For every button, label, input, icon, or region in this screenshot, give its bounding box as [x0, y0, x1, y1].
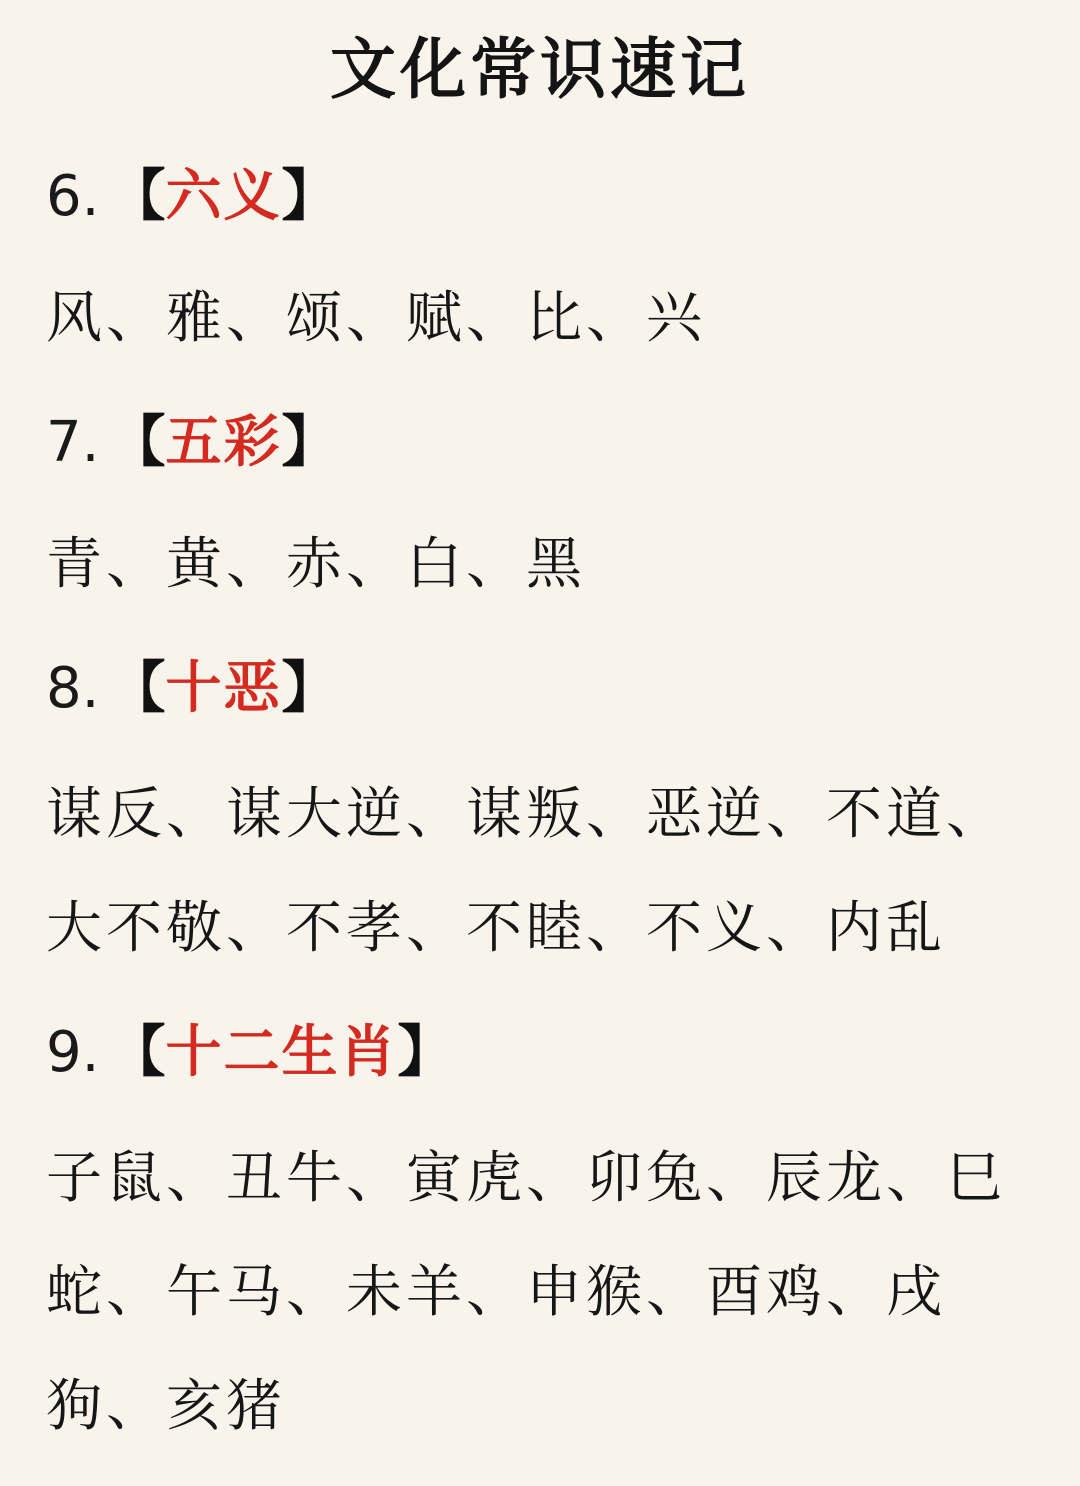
- close-bracket: 】: [281, 656, 338, 721]
- section-keyword: 十二生肖: [165, 1020, 398, 1085]
- section-twelve-zodiac: [46, 1008, 1036, 1464]
- section-five-colors: [46, 398, 1036, 622]
- open-bracket: 【: [109, 164, 166, 229]
- section-number: 8.: [46, 656, 100, 721]
- open-bracket: 【: [109, 656, 166, 721]
- section-six-meanings: [46, 152, 1036, 376]
- page-title: 文化常识速记: [330, 31, 750, 108]
- section-heading: [46, 152, 1036, 242]
- section-ten-evils: [46, 644, 1036, 986]
- section-content: 风、雅、颂、赋、比、兴: [46, 286, 706, 351]
- section-content: 子鼠、丑牛、寅虎、卯兔、辰龙、巳蛇、午马、未羊、申猴、酉鸡、戌狗、亥猪: [46, 1146, 1006, 1439]
- close-bracket: 】: [281, 410, 338, 475]
- section-heading: [46, 398, 1036, 488]
- section-keyword: 十恶: [165, 656, 282, 721]
- section-content: 谋反、谋大逆、谋叛、恶逆、不道、大不敬、不孝、不睦、不义、内乱: [46, 782, 1006, 961]
- sections-list: [46, 152, 1036, 1486]
- section-number: 6.: [46, 164, 100, 229]
- open-bracket: 【: [109, 1020, 166, 1085]
- close-bracket: 】: [281, 164, 338, 229]
- section-keyword: 五彩: [165, 410, 282, 475]
- section-number: 7.: [46, 410, 100, 475]
- open-bracket: 【: [109, 410, 166, 475]
- close-bracket: 】: [397, 1020, 454, 1085]
- section-number: 9.: [46, 1020, 100, 1085]
- section-heading: [46, 644, 1036, 734]
- section-keyword: 六义: [165, 164, 282, 229]
- section-content: 青、黄、赤、白、黑: [46, 532, 586, 597]
- section-heading: [46, 1008, 1036, 1098]
